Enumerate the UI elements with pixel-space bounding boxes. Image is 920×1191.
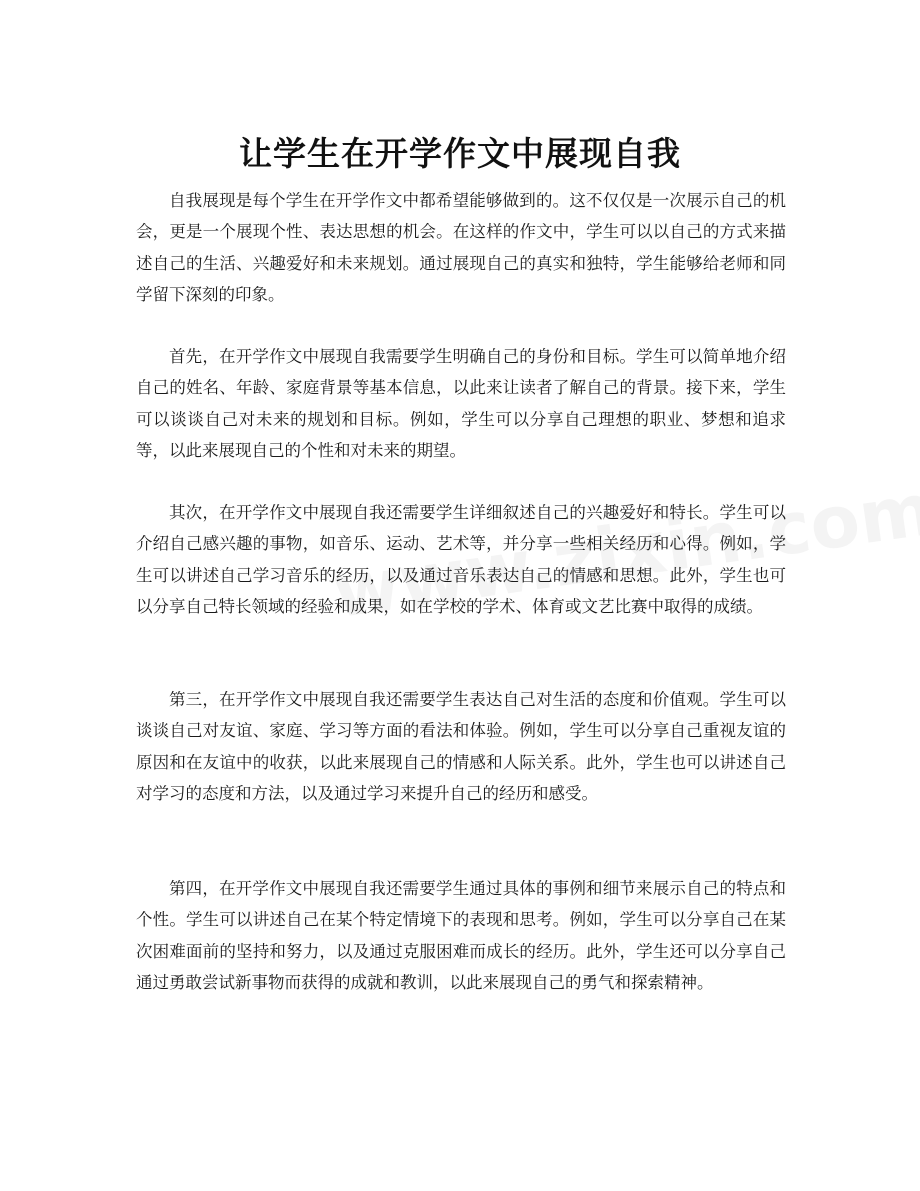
paragraph-3: 其次，在开学作文中展现自我还需要学生详细叙述自己的兴趣爱好和特长。学生可以介绍自己感兴趣的事物，如音乐、运动、艺术等，并分享一些相关经历和心得。例如，学生可以讲述自己学习音乐的经历，以及通过音乐表达自己的情感和思想。此外，学生也可以分享自己特长领域的经验和成果，如在学校的学术、体育或文艺比赛中取得的成绩。 [136,503,786,616]
paragraph-2: 首先，在开学作文中展现自我需要学生明确自己的身份和目标。学生可以简单地介绍自己的姓名、年龄、家庭背景等基本信息，以此来让读者了解自己的背景。接下来，学生可以谈谈自己对未来的规划和目标。例如，学生可以分享自己理想的职业、梦想和追求等，以此来展现自己的个性和对未来的期望。 [136,347,786,460]
document-title: 让学生在开学作文中展现自我 [239,134,681,174]
paragraph-4: 第三，在开学作文中展现自我还需要学生表达自己对生活的态度和价值观。学生可以谈谈自己对友谊、家庭、学习等方面的看法和体验。例如，学生可以分享自己重视友谊的原因和在友谊中的收获，以此来展现自己的情感和人际关系。此外，学生也可以讲述自己对学习的态度和方法，以及通过学习来提升自己的经历和感受。 [136,690,786,803]
paragraph-5: 第四，在开学作文中展现自我还需要学生通过具体的事例和细节来展示自己的特点和个性。学生可以讲述自己在某个特定情境下的表现和思考。例如，学生可以分享自己在某次困难面前的坚持和努力，以及通过克服困难而成长的经历。此外，学生还可以分享自己通过勇敢尝试新事物而获得的成就和教训，以此来展现自己的勇气和探索精神。 [136,879,786,992]
paragraph-1: 自我展现是每个学生在开学作文中都希望能够做到的。这不仅仅是一次展示自己的机会，更是一个展现个性、表达思想的机会。在这样的作文中，学生可以以自己的方式来描述自己的生活、兴趣爱好和未来规划。通过展现自己的真实和独特，学生能够给老师和同学留下深刻的印象。 [136,191,786,304]
